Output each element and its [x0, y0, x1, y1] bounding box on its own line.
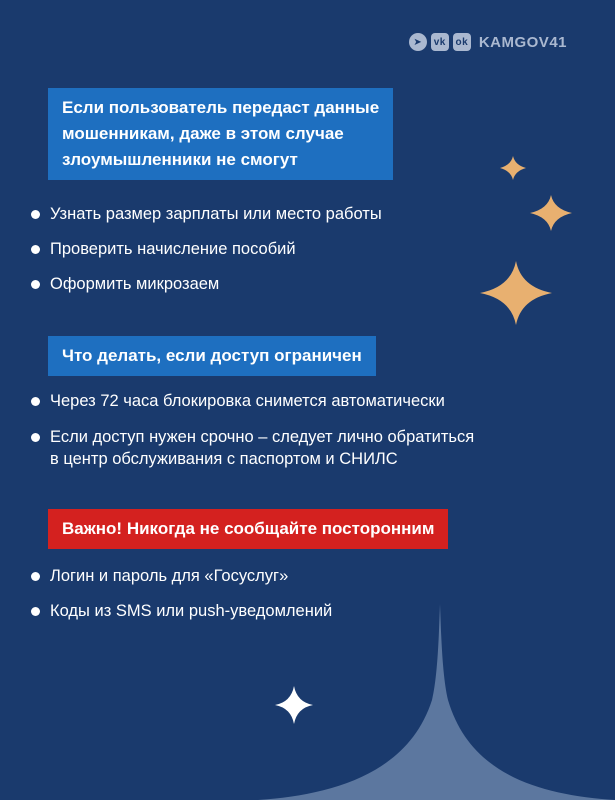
section1-title-line: Если пользователь передаст данные — [62, 98, 380, 117]
vk-icon[interactable]: vk — [431, 33, 449, 51]
section3-list — [30, 565, 332, 622]
list-item — [30, 390, 474, 412]
list-item: Логин и пароль для «Госуслуг» — [30, 565, 332, 587]
section1-title — [48, 88, 393, 180]
list-item: Оформить микрозаем — [30, 273, 382, 295]
peak-shape — [258, 604, 615, 800]
star-white — [275, 686, 313, 724]
list-item-text: в центр обслуживания с паспортом и СНИЛС — [50, 450, 398, 468]
brand-name: KAMGOV41 — [478, 33, 567, 51]
list-item-text: Если доступ нужен срочно – следует лично обратиться — [50, 428, 475, 446]
section1-list — [30, 203, 382, 295]
section3-title: Важно! Никогда не сообщайте посторонним — [48, 509, 448, 549]
list-item: Узнать размер зарплаты или место работы — [30, 203, 382, 225]
section1-title-line: злоумышленники не смогут — [62, 150, 298, 169]
list-item: Коды из SMS или push-уведомлений — [30, 600, 332, 622]
ok-icon[interactable]: ok — [453, 33, 471, 51]
list-item: Проверить начисление пособий — [30, 238, 382, 260]
star-large-gold — [480, 261, 552, 325]
list-item — [30, 426, 474, 470]
star-medium-gold — [530, 195, 572, 231]
section1-title-line: мошенникам, даже в этом случае — [62, 124, 344, 143]
section2-title: Что делать, если доступ ограничен — [48, 336, 376, 376]
section2-list — [30, 390, 474, 470]
telegram-icon[interactable]: ➤ — [409, 33, 427, 51]
list-item-text: Через 72 часа блокировка снимется автоматически — [50, 392, 445, 410]
channel-header — [409, 33, 567, 51]
star-small-gold — [500, 156, 526, 180]
